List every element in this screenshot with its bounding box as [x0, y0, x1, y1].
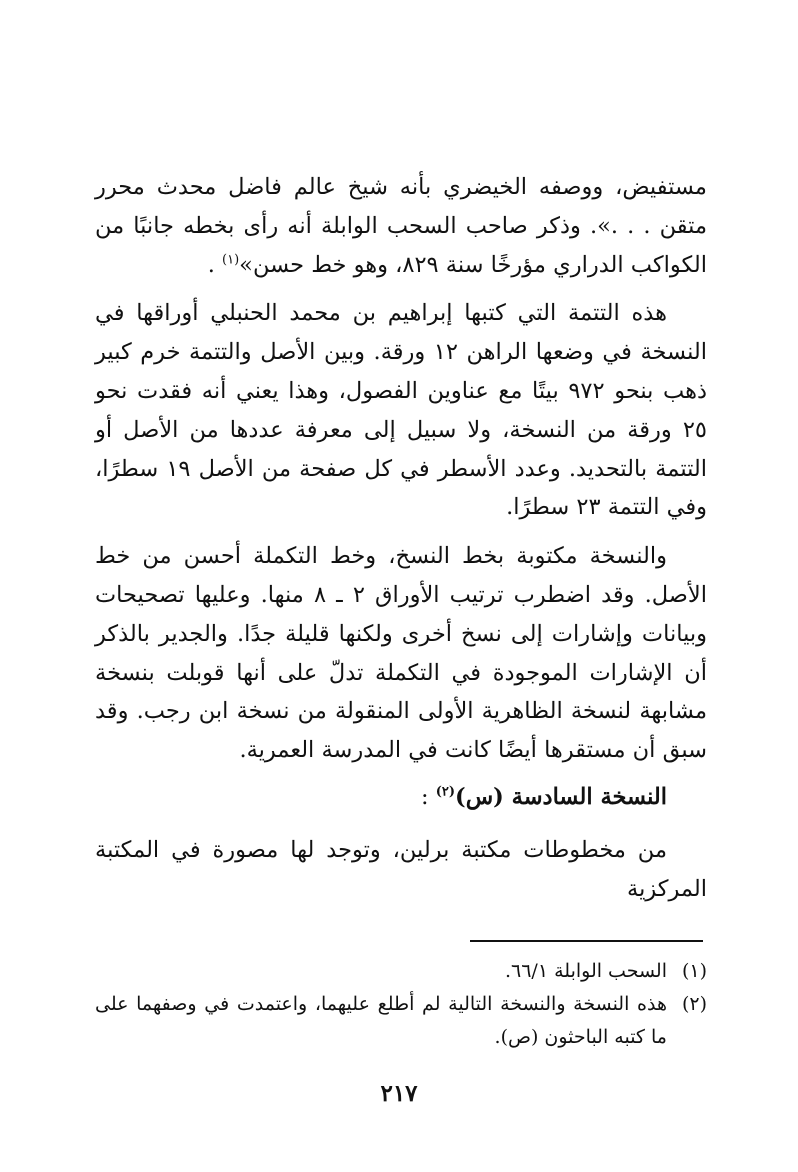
- paragraph-1: [95, 168, 707, 284]
- footnote-ref-1: (١): [222, 252, 240, 268]
- paragraph-3: والنسخة مكتوبة بخط النسخ، وخط التكملة أحسن من خط الأصل. وقد اضطرب ترتيب الأوراق ٢ ـ ٨ منها. وعليها تصحيحات وبيانات وإشارات إلى نسخ أخرى ولكنها قليلة جدًا. والجدير بالذكر أن الإشارات الموجودة في التكملة تدلّ على أنها قوبلت بنسخة مشابهة لنسخة الظاهرية الأولى المنقولة من نسخة ابن رجب. وقد سبق أن مستقرها أيضًا كانت في المدرسة العمرية.: [95, 543, 707, 764]
- section-heading: [95, 778, 707, 817]
- paragraph-4: من مخطوطات مكتبة برلين، وتوجد لها مصورة في المكتبة المركزية: [95, 836, 707, 902]
- footnotes: [95, 955, 707, 1054]
- footnote-text: هذه النسخة والنسخة التالية لم أطلع عليهما، واعتمدت في وصفهما على ما كتبه الباحثون (ص).: [95, 993, 667, 1048]
- footnote-2: [95, 988, 707, 1054]
- footnote-number: (١): [681, 960, 707, 982]
- footnote-number: (٢): [681, 993, 707, 1015]
- paragraph-1-text: مستفيض، ووصفه الخيضري بأنه شيخ عالم فاضل محدث محرر متقن . . .». وذكر صاحب السحب الوابلة أنه رأى بخطه جانبًا من الكواكب الدراري مؤرخًا سنة ٨٢٩، وهو خط حسن»: [95, 174, 707, 278]
- paragraph-2: هذه التتمة التي كتبها إبراهيم بن محمد الحنبلي أوراقها في النسخة في وضعها الراهن ١٢ ورقة. وبين الأصل والتتمة خرم كبير ذهب بنحو ٩٧٢ بيتًا مع عناوين الفصول، وهذا يعني أنه فقدت نحو ٢٥ ورقة من النسخة، ولا سبيل إلى معرفة عددها من الأصل أو التتمة بالتحديد. وعدد الأسطر في كل صفحة من الأصل ١٩ سطرًا، وفي التتمة ٢٣ سطرًا.: [95, 300, 708, 521]
- section-heading-title: النسخة السادسة (س): [455, 783, 667, 810]
- section-heading-suffix: :: [421, 783, 436, 810]
- footnote-text: السحب الوابلة ٦٦/١.: [504, 960, 667, 982]
- page-number: ٢١٧: [380, 1080, 418, 1107]
- paragraph-1-end: .: [207, 251, 223, 278]
- footnote-divider: [470, 940, 703, 942]
- page-body: [95, 168, 707, 908]
- footnote-1: [95, 955, 707, 988]
- footnote-ref-2: (٢): [435, 784, 456, 800]
